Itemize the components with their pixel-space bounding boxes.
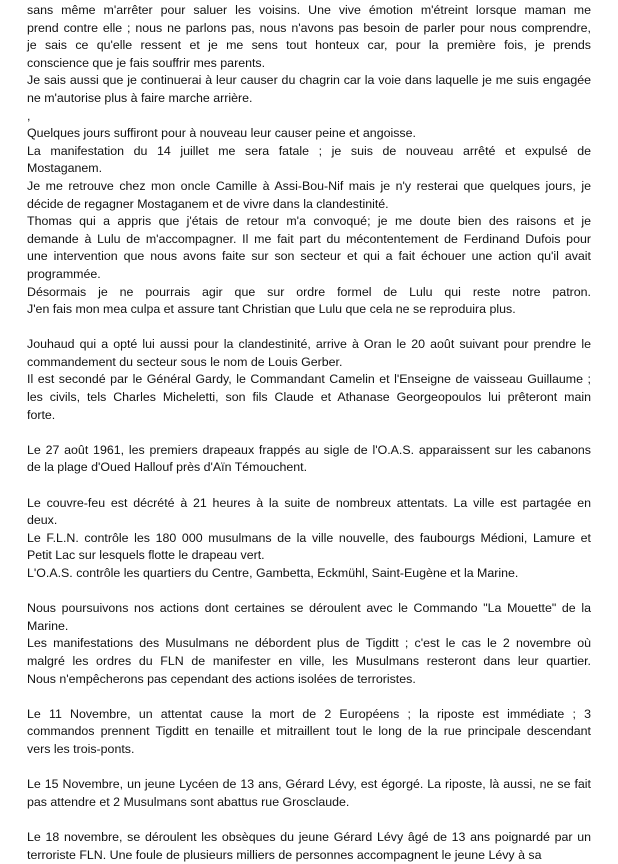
text-line: programmée. [27,266,591,284]
paragraph [27,776,591,811]
text-line: Le 15 Novembre, un jeune Lycéen de 13 ans, Gérard Lévy, est égorgé. La riposte, là aussi, ne se fait [27,776,591,794]
paragraph [27,2,591,125]
text-line: de la plage d'Oued Hallouf près d'Aïn Témouchent. [27,459,591,477]
text-line: Je sais aussi que je continuerai à leur causer du chagrin car la voie dans laquelle je me suis engagée [27,72,591,90]
text-line: Quelques jours suffiront pour à nouveau leur causer peine et angoisse. [27,125,591,143]
text-line: Le 27 août 1961, les premiers drapeaux frappés au sigle de l'O.A.S. apparaissent sur les cabanons [27,442,591,460]
text-line: deux. [27,512,591,530]
text-line: demande à Lulu de m'accompagner. Il me fait part du mécontentement de Ferdinand Dufois pour [27,231,591,249]
text-line: La manifestation du 14 juillet me sera fatale ; je suis de nouveau arrêté et expulsé de [27,143,591,161]
text-line: terroriste FLN. Une foule de plusieurs milliers de personnes accompagnent le jeune Lévy à sa [27,847,591,864]
text-line: Le 18 novembre, se déroulent les obsèques du jeune Gérard Lévy âgé de 13 ans poignardé par un [27,829,591,847]
text-line: forte. [27,407,591,425]
text-line: commandement du secteur sous le nom de Louis Gerber. [27,354,591,372]
text-line: pas attendre et 2 Musulmans sont abattus rue Grosclaude. [27,794,591,812]
text-line: conscience que je fais souffrir mes parents. [27,55,591,73]
text-line: sans même m'arrêter pour saluer les voisins. Une vive émotion m'étreint lorsque maman me [27,2,591,20]
text-line: Le 11 Novembre, un attentat cause la mort de 2 Européens ; la riposte est immédiate ; 3 [27,706,591,724]
text-line: Nous poursuivons nos actions dont certaines se déroulent avec le Commando "La Mouette" de la [27,600,591,618]
paragraph [27,442,591,477]
text-line: une intervention que nous avons faite sur son secteur et qui a fait échouer une action qu'il avait [27,248,591,266]
paragraph [27,706,591,759]
paragraph [27,495,591,583]
text-line: Le F.L.N. contrôle les 180 000 musulmans de la ville nouvelle, des faubourgs Médioni, Lamure et [27,530,591,548]
text-line: vers les trois-ponts. [27,741,591,759]
text-line: les civils, tels Charles Micheletti, son fils Claude et Athanase Georgeopoulos lui prêteront main [27,389,591,407]
text-line: ne m'autorise plus à faire marche arrière. [27,90,591,108]
text-line: Les manifestations des Musulmans ne débordent plus de Tigditt ; c'est le cas le 2 novembre où [27,635,591,653]
text-line: Nous n'empêcherons pas cependant des actions isolées de terroristes. [27,671,591,689]
text-line: Je me retrouve chez mon oncle Camille à Assi-Bou-Nif mais je n'y resterai que quelques jours, je [27,178,591,196]
paragraph [27,125,591,319]
text-line: commandos prennent Tigditt en tenaille et mitraillent tout le long de la rue principale descendant [27,723,591,741]
text-line: Jouhaud qui a opté lui aussi pour la clandestinité, arrive à Oran le 20 août suivant pour prendre le [27,336,591,354]
text-line: Marine. [27,618,591,636]
text-line: Mostaganem. [27,160,591,178]
paragraph [27,336,591,424]
text-line: Il est secondé par le Général Gardy, le Commandant Camelin et l'Enseigne de vaisseau Guillaume ; [27,371,591,389]
paragraph [27,600,591,688]
text-line: Désormais je ne pourrais agir que sur ordre formel de Lulu qui reste notre patron. [27,284,591,302]
text-line: , [27,108,591,126]
text-line: prend contre elle ; nous ne parlons pas, nous n'avons pas besoin de parler pour nous comprendre, [27,20,591,38]
text-line: Thomas qui a appris que j'étais de retour m'a convoqué; je me doute bien des raisons et je [27,213,591,231]
paragraph [27,829,591,864]
text-line: Petit Lac sur lesquels flotte le drapeau vert. [27,547,591,565]
text-line: L'O.A.S. contrôle les quartiers du Centre, Gambetta, Eckmühl, Saint-Eugène et la Marine. [27,565,591,583]
text-line: Le couvre-feu est décrété à 21 heures à la suite de nombreux attentats. La ville est partagée en [27,495,591,513]
text-line: décide de regagner Mostaganem et de vivre dans la clandestinité. [27,196,591,214]
text-line: malgré les ordres du FLN de manifester en ville, les Musulmans resteront dans leur quartier. [27,653,591,671]
text-line: je sais ce qu'elle ressent et je me sens tout honteux car, pour la première fois, je prends [27,37,591,55]
text-line: J'en fais mon mea culpa et assure tant Christian que Lulu que cela ne se reproduira plus. [27,301,591,319]
